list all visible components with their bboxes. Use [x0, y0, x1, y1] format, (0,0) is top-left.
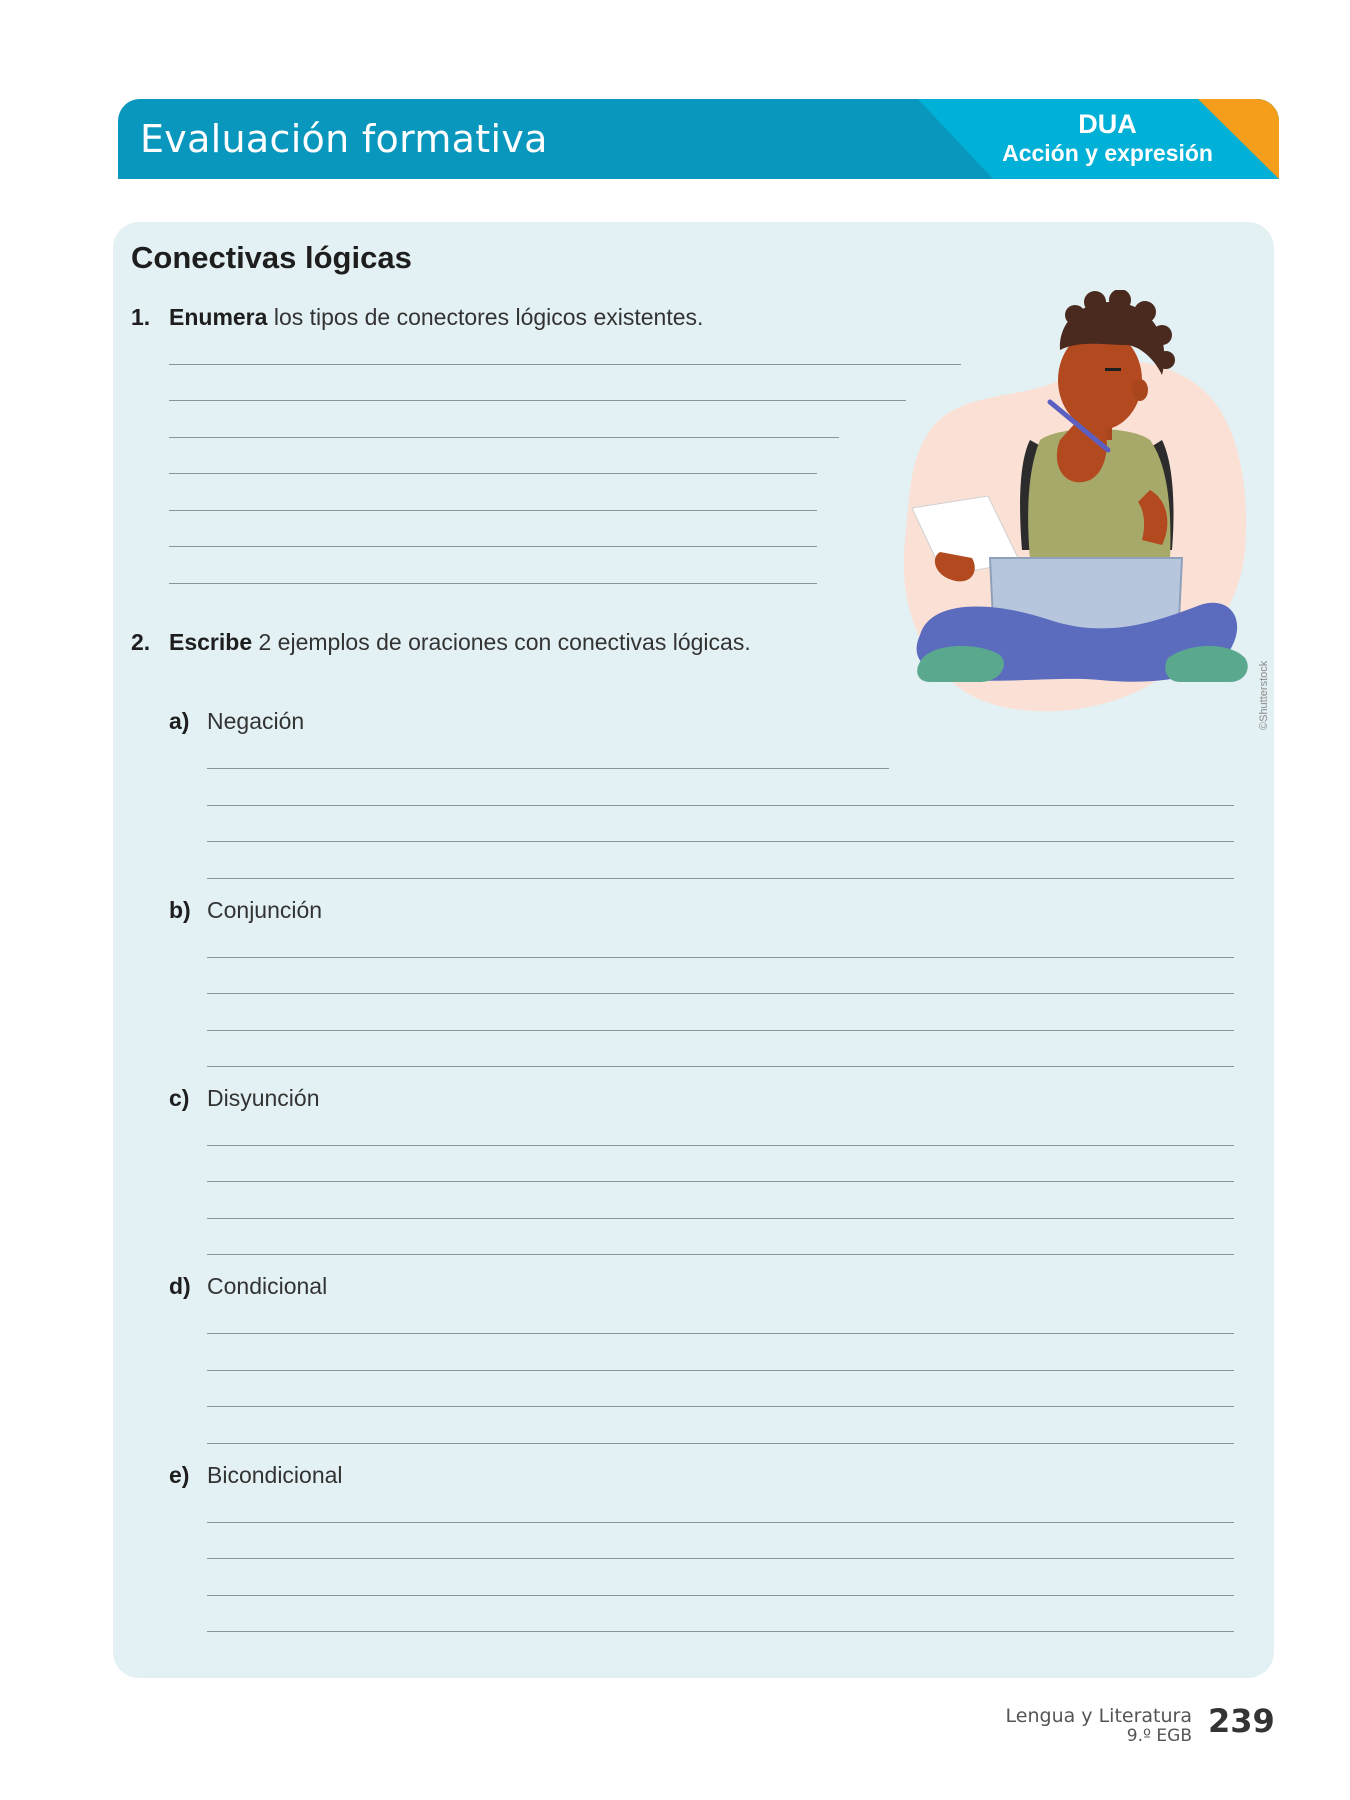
subitem-letter: e)	[169, 1462, 190, 1488]
student-illustration	[900, 290, 1270, 740]
answer-line[interactable]	[207, 1030, 1234, 1031]
subitem-letter: c)	[169, 1085, 190, 1111]
answer-line[interactable]	[207, 1218, 1234, 1219]
dua-badge-title: DUA	[1078, 109, 1137, 139]
subitem-label: Conjunción	[207, 897, 323, 923]
answer-line[interactable]	[207, 1145, 1234, 1146]
subitem-label: Condicional	[207, 1273, 328, 1299]
answer-line[interactable]	[207, 1181, 1234, 1182]
answer-line[interactable]	[207, 1254, 1234, 1255]
answer-line[interactable]	[207, 878, 1234, 879]
answer-line[interactable]	[207, 1333, 1234, 1334]
answer-line[interactable]	[169, 546, 817, 547]
answer-line[interactable]	[169, 437, 839, 438]
subitem-label: Negación	[207, 708, 305, 734]
answer-line[interactable]	[169, 473, 817, 474]
answer-line[interactable]	[207, 1443, 1234, 1444]
answer-line[interactable]	[169, 583, 817, 584]
page-number: 239	[1208, 1702, 1275, 1740]
image-credit: ©Shutterstock	[1258, 660, 1270, 730]
question-text	[169, 629, 751, 656]
dua-badge	[1002, 109, 1213, 167]
question-number: 1.	[131, 304, 151, 330]
subitem-label: Disyunción	[207, 1085, 320, 1111]
answer-line[interactable]	[207, 1370, 1234, 1371]
subitem-letter: d)	[169, 1273, 191, 1299]
subitem-letter: a)	[169, 708, 190, 734]
answer-line[interactable]	[207, 1631, 1234, 1632]
answer-line[interactable]	[207, 957, 1234, 958]
question-verb: Enumera	[169, 304, 268, 330]
question-rest: 2 ejemplos de oraciones con conectivas lógicas.	[252, 629, 751, 655]
answer-line[interactable]	[207, 1406, 1234, 1407]
footer-subject: Lengua y Literatura	[1005, 1705, 1192, 1727]
answer-line[interactable]	[207, 1595, 1234, 1596]
answer-line[interactable]	[169, 400, 906, 401]
answer-line[interactable]	[207, 993, 1234, 994]
answer-line[interactable]	[207, 1522, 1234, 1523]
answer-line[interactable]	[207, 841, 1234, 842]
subitem-letter: b)	[169, 897, 191, 923]
answer-line[interactable]	[207, 1066, 1234, 1067]
subitem-label: Bicondicional	[207, 1462, 343, 1488]
answer-line[interactable]	[207, 1558, 1234, 1559]
footer-grade: 9.º EGB	[1126, 1726, 1192, 1746]
header-bar	[118, 99, 1279, 179]
question-rest: los tipos de conectores lógicos existentes.	[267, 304, 704, 330]
answer-line[interactable]	[207, 768, 889, 769]
answer-line[interactable]	[207, 805, 1234, 806]
question-number: 2.	[131, 629, 151, 655]
answer-line[interactable]	[169, 364, 961, 365]
footer	[1006, 1706, 1192, 1746]
question-verb: Escribe	[169, 629, 253, 655]
question-text	[169, 304, 703, 331]
page-title: Evaluación formativa	[140, 117, 548, 161]
dua-badge-subtitle: Acción y expresión	[1002, 140, 1213, 166]
answer-line[interactable]	[169, 510, 817, 511]
section-title: Conectivas lógicas	[131, 240, 412, 275]
